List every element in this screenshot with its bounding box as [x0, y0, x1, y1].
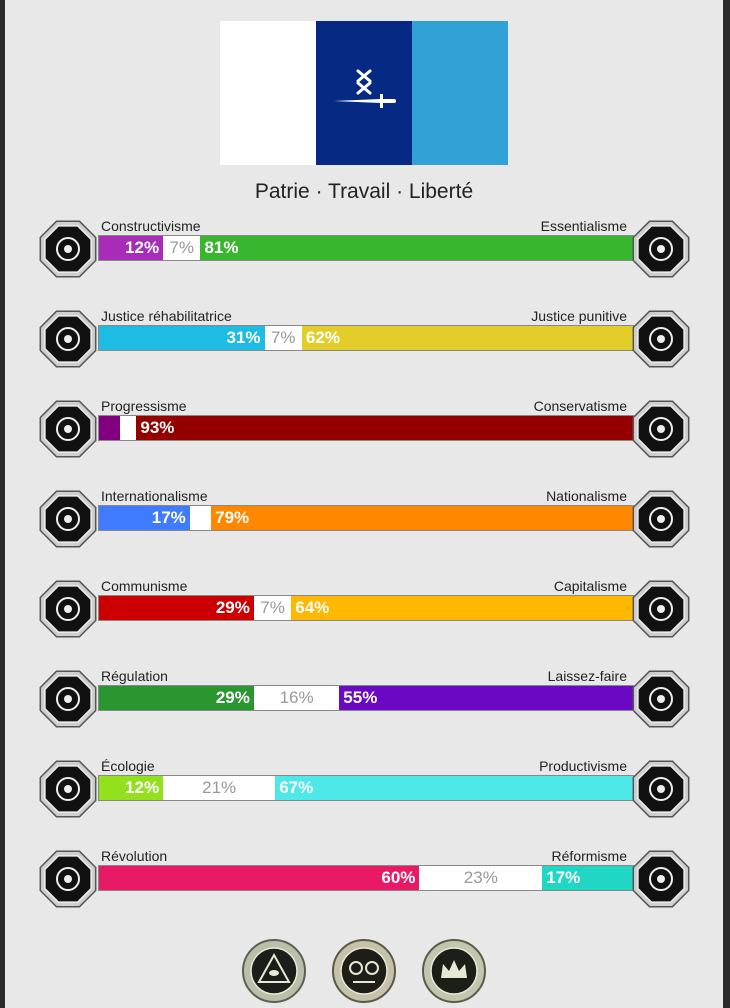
- money-bag-icon: [630, 578, 692, 640]
- compass-seal-icon: [331, 938, 397, 1004]
- axis-center-segment: 21%: [163, 776, 275, 800]
- axis-bar: [98, 595, 634, 621]
- axis-center-segment: [190, 506, 211, 530]
- flag: [220, 21, 508, 165]
- flag-stripe-white: [220, 21, 316, 165]
- axis-right-segment: 79%: [211, 506, 633, 530]
- crown-seal-icon: [421, 938, 487, 1004]
- axis-left-label: Constructivisme: [101, 218, 201, 234]
- axis-left-segment: 17%: [99, 506, 190, 530]
- axis-left-label: Écologie: [101, 758, 155, 774]
- axis-row: [5, 848, 723, 928]
- temple-icon: [630, 848, 692, 910]
- eye-icon: [37, 218, 99, 280]
- axis-row: [5, 488, 723, 568]
- axis-left-segment: 29%: [99, 596, 254, 620]
- axis-center-segment: 7%: [265, 326, 302, 350]
- flag-stripe-navy: [316, 21, 412, 165]
- axis-left-label: Régulation: [101, 668, 168, 684]
- axis-row: [5, 668, 723, 748]
- axis-right-segment: 64%: [291, 596, 633, 620]
- axis-row: [5, 758, 723, 838]
- axis-bar: [98, 865, 634, 891]
- axis-right-segment: 93%: [136, 416, 633, 440]
- axis-left-segment: 29%: [99, 686, 254, 710]
- axis-bar: [98, 775, 634, 801]
- axis-bar: [98, 235, 634, 261]
- axis-left-label: Communisme: [101, 578, 188, 594]
- sprout-icon: [37, 758, 99, 820]
- axis-left-segment: 60%: [99, 866, 419, 890]
- axis-left-segment: [99, 416, 120, 440]
- axis-right-label: Réformisme: [551, 848, 627, 864]
- eye-pyramid-seal-icon: [241, 938, 307, 1004]
- axis-row: [5, 218, 723, 298]
- axis-bar: [98, 505, 634, 531]
- axis-right-segment: 17%: [542, 866, 633, 890]
- axis-bar: [98, 325, 634, 351]
- flag-icon: [630, 488, 692, 550]
- axis-center-segment: [120, 416, 136, 440]
- axis-right-label: Nationalisme: [546, 488, 627, 504]
- seals-row: [5, 938, 723, 1004]
- flag-stripe-lightblue: [412, 21, 508, 165]
- handshake-icon: [37, 308, 99, 370]
- sword-emblem-icon: [332, 65, 396, 115]
- axis-row: [5, 578, 723, 658]
- axis-right-label: Capitalisme: [553, 578, 627, 594]
- fist-icon: [37, 848, 99, 910]
- axis-center-segment: 7%: [254, 596, 291, 620]
- axis-bar: [98, 685, 634, 711]
- wind-icon: [37, 398, 99, 460]
- axis-center-segment: 16%: [254, 686, 339, 710]
- axis-right-label: Conservatisme: [533, 398, 627, 414]
- axis-right-segment: 81%: [200, 236, 633, 260]
- axis-left-segment: 12%: [99, 776, 163, 800]
- axis-center-segment: 7%: [163, 236, 200, 260]
- axis-row: [5, 308, 723, 388]
- gear-icon: [630, 758, 692, 820]
- globe-icon: [37, 488, 99, 550]
- axis-right-segment: 55%: [339, 686, 633, 710]
- axis-left-label: Justice réhabilitatrice: [101, 308, 232, 324]
- axis-right-label: Productivisme: [539, 758, 627, 774]
- axis-right-segment: 62%: [302, 326, 633, 350]
- ruler-icon: [37, 668, 99, 730]
- axis-row: [5, 398, 723, 478]
- axis-right-label: Essentialisme: [540, 218, 627, 234]
- axis-right-label: Laissez-faire: [547, 668, 627, 684]
- hammer-sickle-icon: [37, 578, 99, 640]
- prison-bars-icon: [630, 308, 692, 370]
- axis-center-segment: 23%: [419, 866, 542, 890]
- axis-left-label: Révolution: [101, 848, 168, 864]
- quill-icon: [630, 398, 692, 460]
- axis-bar: [98, 415, 634, 441]
- axis-left-segment: 31%: [99, 326, 265, 350]
- motto: Patrie · Travail · Liberté: [254, 180, 474, 203]
- axis-left-label: Progressisme: [101, 398, 187, 414]
- flower-icon: [630, 218, 692, 280]
- results-panel: [5, 0, 723, 1008]
- axis-left-label: Internationalisme: [101, 488, 208, 504]
- axis-right-segment: 67%: [275, 776, 633, 800]
- axis-left-segment: 12%: [99, 236, 163, 260]
- axis-right-label: Justice punitive: [531, 308, 627, 324]
- butterfly-icon: [630, 668, 692, 730]
